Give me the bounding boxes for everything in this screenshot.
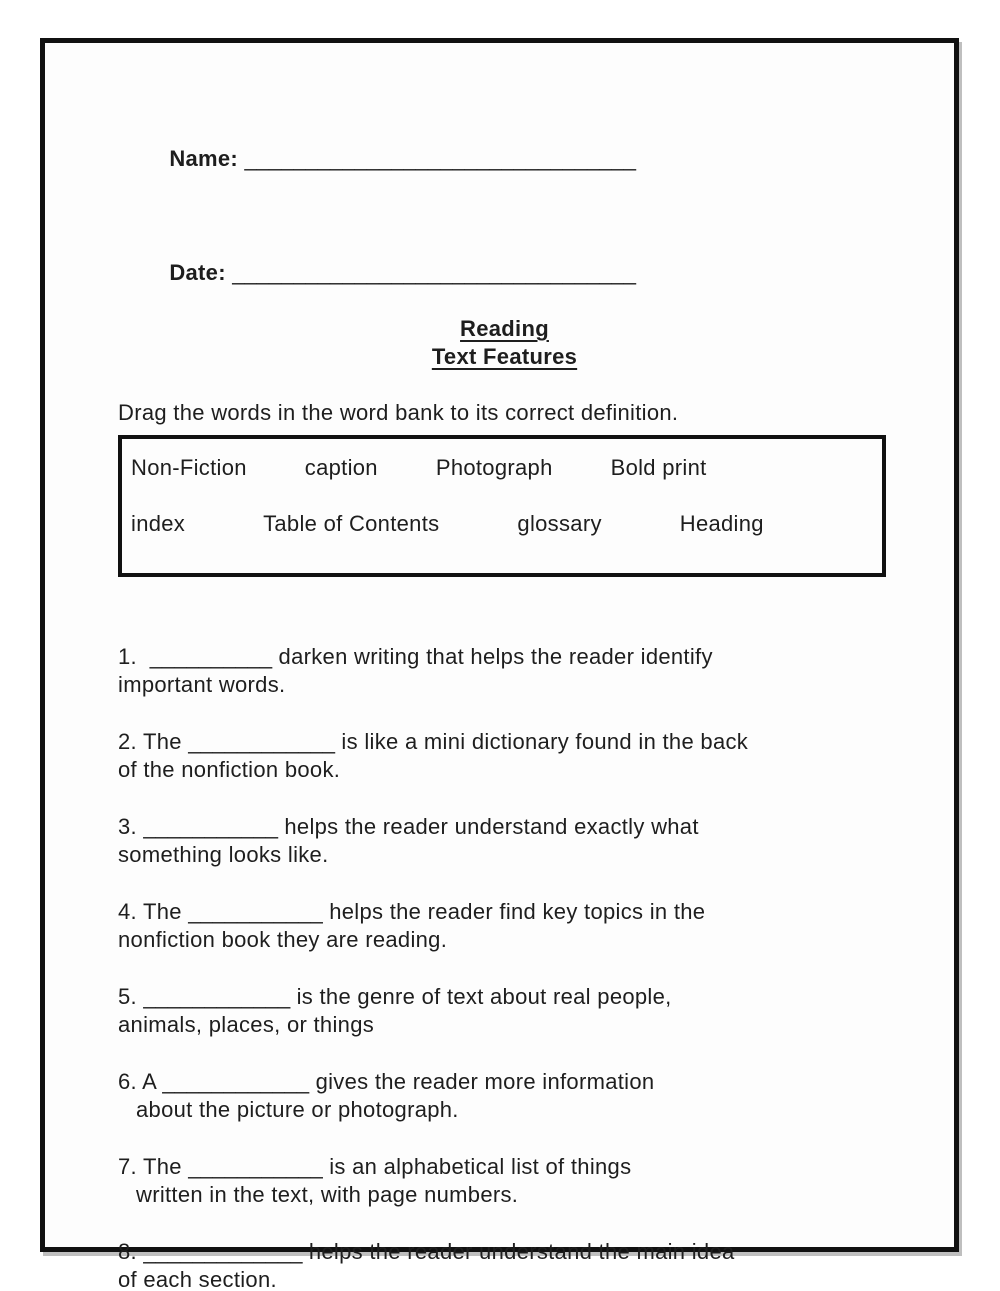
question-5-answer-blank[interactable]: ____________ [143,984,291,1009]
title-line-text-features: Text Features [431,344,578,369]
word-chip-table-of-contents[interactable]: Table of Contents [263,511,440,536]
date-field-row [118,231,914,315]
question-8-text-post: helps the reader understand the main idea [302,1239,735,1264]
name-field-row [118,117,914,201]
question-7 [118,1153,914,1209]
instruction-text: Drag the words in the word bank to its correct definition. [118,400,679,425]
question-8-text-line2: of each section. [118,1267,277,1291]
question-2-text-line2: of the nonfiction book. [118,757,341,782]
question-8-text-pre: 8. [118,1239,144,1264]
question-6-answer-blank[interactable]: ____________ [162,1069,310,1094]
question-6-text-pre: 6. A [118,1069,163,1094]
question-3-text-pre: 3. [118,814,144,839]
question-2-text-post: is like a mini dictionary found in the back [335,729,749,754]
question-4-text-pre: 4. The [118,899,189,924]
word-chip-bold-print[interactable]: Bold print [610,455,707,480]
question-2-answer-blank[interactable]: ____________ [188,729,336,754]
question-6-text-post: gives the reader more information [309,1069,655,1094]
question-8 [118,1238,914,1291]
question-4-text-line2: nonfiction book they are reading. [118,927,448,952]
date-label: Date: [169,260,233,285]
question-3-text-line2: something looks like. [118,842,329,867]
question-3-text-post: helps the reader understand exactly what [277,814,699,839]
question-5 [118,983,914,1039]
question-2-text-pre: 2. The [118,729,189,754]
question-2 [118,728,914,784]
name-label: Name: [169,146,245,171]
name-write-line[interactable]: ________________________________ [244,146,637,171]
question-7-text-line2: written in the text, with page numbers. [136,1182,519,1207]
word-chip-photograph[interactable]: Photograph [435,455,553,480]
question-5-text-line2: animals, places, or things [118,1012,375,1037]
worksheet-title [118,315,891,371]
question-4 [118,898,914,954]
worksheet-content [45,43,954,1291]
word-chip-caption[interactable]: caption [304,455,378,480]
question-4-text-post: helps the reader find key topics in the [322,899,706,924]
word-bank-row-1 [131,454,882,482]
question-4-answer-blank[interactable]: ___________ [188,899,323,924]
question-6 [118,1068,914,1124]
question-3-answer-blank[interactable]: ___________ [143,814,278,839]
question-7-text-post: is an alphabetical list of things [322,1154,632,1179]
question-7-text-pre: 7. The [118,1154,189,1179]
question-1-text-line2: important words. [118,672,286,697]
worksheet-page [40,38,959,1291]
question-8-answer-blank[interactable]: _____________ [143,1239,303,1264]
question-1-text-pre: 1. [118,644,150,669]
question-1-answer-blank[interactable]: __________ [149,644,273,669]
question-3 [118,813,914,869]
word-chip-glossary[interactable]: glossary [517,511,602,536]
questions-list [118,643,914,1291]
question-5-text-pre: 5. [118,984,144,1009]
word-chip-non-fiction[interactable]: Non-Fiction [131,455,247,480]
question-6-text-line2: about the picture or photograph. [136,1097,459,1122]
word-chip-heading[interactable]: Heading [679,511,764,536]
date-write-line[interactable]: _________________________________ [232,260,637,285]
question-1 [118,643,914,699]
question-1-text-post: darken writing that helps the reader identify [272,644,713,669]
question-7-answer-blank[interactable]: ___________ [188,1154,323,1179]
word-chip-index[interactable]: index [131,511,186,536]
word-bank-row-2 [131,510,882,538]
question-5-text-post: is the genre of text about real people, [290,984,672,1009]
word-bank [118,435,886,577]
title-line-reading: Reading [460,316,549,341]
